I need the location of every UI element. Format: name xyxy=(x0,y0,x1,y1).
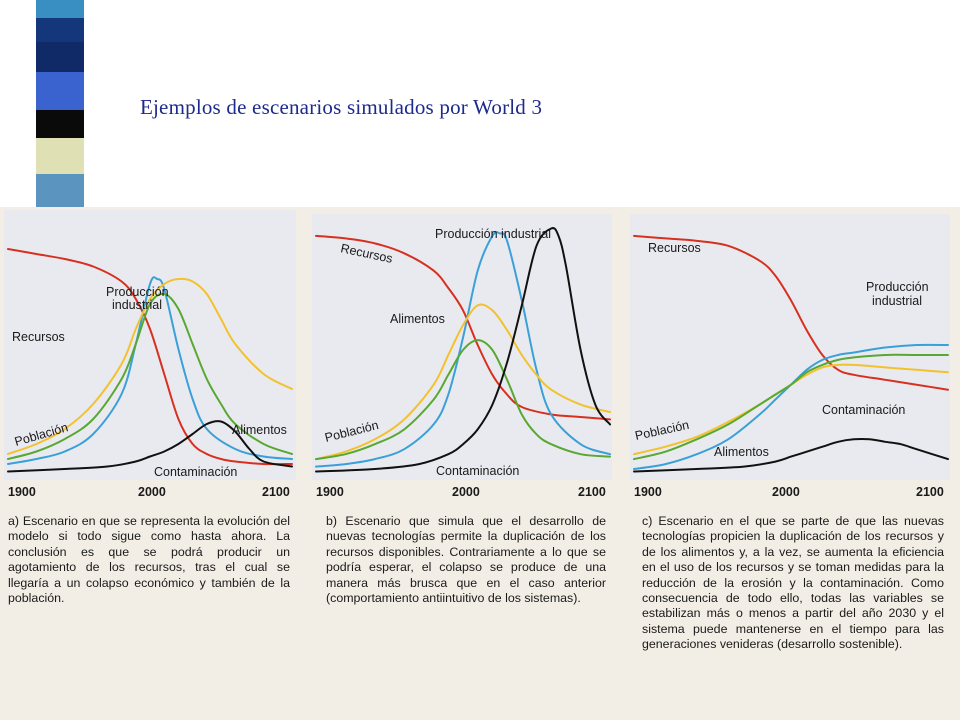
strip-block xyxy=(36,42,84,72)
chart-c xyxy=(0,200,960,510)
caption-a: a) Escenario en que se representa la evolución del modelo si todo sigue como hasta ahora. La conclusión es que se podrá producir un agotamiento de los recursos, tras el cual se llegaría a un colapso económico y también de la población. xyxy=(8,514,290,606)
tick-2000-a: 2000 xyxy=(138,485,166,499)
label-contaminacion-c: Contaminación xyxy=(822,403,906,417)
series-line-contaminacion-c xyxy=(634,439,948,472)
label-contaminacion-a: Contaminación xyxy=(154,465,238,479)
label-produccion-a-2: industrial xyxy=(112,298,163,312)
label-contaminacion-b: Contaminación xyxy=(436,464,520,478)
caption-c: c) Escenario en el que se parte de que las nuevas tecnologías propicien la duplicación de los recursos y de los alimentos y, a la vez, se aumenta la eficiencia en el uso de los recursos y se toman medidas para la reducción de la erosión y la contaminación. Como consecuencia de todo ello, todas las variables se estabilizan más o menos a partir del año 2030 y el sistema puede mantenerse en el tiempo para las generaciones venideras (desarrollo sostenible). xyxy=(642,514,944,652)
tick-2100-b: 2100 xyxy=(578,485,606,499)
tick-1900-c: 1900 xyxy=(634,485,662,499)
strip-block xyxy=(36,138,84,174)
strip-block xyxy=(36,18,84,42)
tick-2000-c: 2000 xyxy=(772,485,800,499)
label-produccion-b: Producción industrial xyxy=(435,227,552,241)
tick-1900-a: 1900 xyxy=(8,485,36,499)
label-produccion-a-1: Producción xyxy=(106,285,169,299)
tick-2100-c: 2100 xyxy=(916,485,944,499)
label-poblacion-b: Población xyxy=(323,418,381,445)
label-recursos-c: Recursos xyxy=(648,241,701,255)
label-recursos-a: Recursos xyxy=(12,330,65,344)
label-recursos-b: Recursos xyxy=(339,241,394,266)
strip-block xyxy=(36,110,84,138)
tick-2100-a: 2100 xyxy=(262,485,290,499)
tick-1900-b: 1900 xyxy=(316,485,344,499)
label-alimentos-a: Alimentos xyxy=(232,423,287,437)
strip-block xyxy=(36,0,84,18)
label-poblacion-c: Población xyxy=(633,417,691,443)
label-alimentos-b: Alimentos xyxy=(390,312,445,326)
label-produccion-c-2: industrial xyxy=(872,294,923,308)
series-line-recursos-c xyxy=(634,236,948,390)
tick-2000-b: 2000 xyxy=(452,485,480,499)
strip-block xyxy=(36,72,84,110)
label-alimentos-c: Alimentos xyxy=(714,445,769,459)
label-poblacion-a: Población xyxy=(12,420,70,449)
caption-b: b) Escenario que simula que el desarrollo de nuevas tecnologías permite la duplicación de los recursos disponibles. Contrariamente a lo que se podría esperar, el colapso se produce de una manera más brusca que en el caso anterior (comportamiento antiintuitivo de los sistemas). xyxy=(326,514,606,606)
slide-title: Ejemplos de escenarios simulados por World 3 xyxy=(140,95,543,119)
label-produccion-c-1: Producción xyxy=(866,280,929,294)
